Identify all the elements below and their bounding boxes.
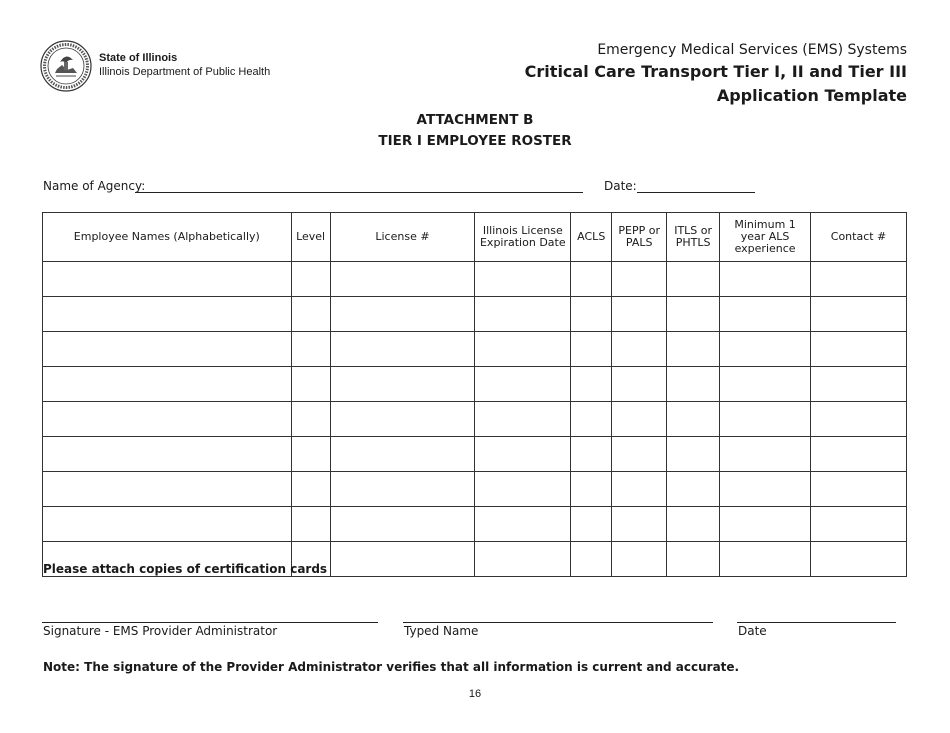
- table-cell[interactable]: [612, 332, 667, 367]
- col-itls-phtls: ITLS or PHTLS: [667, 213, 720, 262]
- signature-date-label: Date: [738, 624, 767, 638]
- table-cell[interactable]: [475, 297, 571, 332]
- table-cell[interactable]: [43, 472, 292, 507]
- table-cell[interactable]: [720, 297, 811, 332]
- date-field[interactable]: [637, 180, 755, 193]
- table-cell[interactable]: [667, 367, 720, 402]
- table-cell[interactable]: [720, 507, 811, 542]
- table-cell[interactable]: [330, 542, 475, 577]
- table-row: [43, 332, 907, 367]
- table-row: [43, 297, 907, 332]
- col-acls: ACLS: [571, 213, 612, 262]
- table-cell[interactable]: [720, 542, 811, 577]
- table-cell[interactable]: [330, 507, 475, 542]
- table-cell[interactable]: [811, 332, 907, 367]
- table-cell[interactable]: [811, 437, 907, 472]
- table-cell[interactable]: [667, 542, 720, 577]
- table-cell[interactable]: [571, 332, 612, 367]
- table-cell[interactable]: [571, 262, 612, 297]
- table-row: [43, 507, 907, 542]
- table-cell[interactable]: [43, 332, 292, 367]
- table-cell[interactable]: [475, 402, 571, 437]
- table-cell[interactable]: [291, 472, 330, 507]
- table-row: [43, 437, 907, 472]
- table-cell[interactable]: [571, 297, 612, 332]
- table-cell[interactable]: [475, 472, 571, 507]
- agency-label: Name of Agency:: [43, 179, 146, 193]
- table-cell[interactable]: [612, 507, 667, 542]
- table-cell[interactable]: [330, 262, 475, 297]
- date-label: Date:: [604, 179, 637, 193]
- table-cell[interactable]: [475, 332, 571, 367]
- agency-field[interactable]: [135, 180, 583, 193]
- table-cell[interactable]: [475, 542, 571, 577]
- table-row: [43, 402, 907, 437]
- table-cell[interactable]: [720, 367, 811, 402]
- page-number: 16: [468, 688, 482, 700]
- col-license: License #: [330, 213, 475, 262]
- table-row: [43, 367, 907, 402]
- table-row: [43, 262, 907, 297]
- table-cell[interactable]: [612, 402, 667, 437]
- table-cell[interactable]: [330, 297, 475, 332]
- table-cell[interactable]: [612, 542, 667, 577]
- table-cell[interactable]: [43, 367, 292, 402]
- table-cell[interactable]: [612, 297, 667, 332]
- table-cell[interactable]: [475, 262, 571, 297]
- table-cell[interactable]: [612, 367, 667, 402]
- table-cell[interactable]: [571, 542, 612, 577]
- department-name: Illinois Department of Public Health: [99, 66, 271, 78]
- document-title: Critical Care Transport Tier I, II and Tier III: [524, 62, 907, 81]
- table-cell[interactable]: [43, 402, 292, 437]
- attach-instructions: Please attach copies of certification cards: [43, 562, 328, 576]
- table-cell[interactable]: [43, 297, 292, 332]
- table-cell[interactable]: [291, 332, 330, 367]
- table-cell[interactable]: [612, 472, 667, 507]
- state-name: State of Illinois: [99, 52, 178, 64]
- table-cell[interactable]: [720, 437, 811, 472]
- col-pepp-pals: PEPP or PALS: [612, 213, 667, 262]
- table-cell[interactable]: [330, 437, 475, 472]
- table-cell[interactable]: [330, 402, 475, 437]
- table-cell[interactable]: [571, 437, 612, 472]
- table-cell[interactable]: [720, 262, 811, 297]
- table-cell[interactable]: [43, 507, 292, 542]
- table-cell[interactable]: [291, 507, 330, 542]
- table-cell[interactable]: [43, 262, 292, 297]
- table-cell[interactable]: [667, 332, 720, 367]
- col-license-expiration: Illinois License Expiration Date: [475, 213, 571, 262]
- table-cell[interactable]: [475, 367, 571, 402]
- signature-label: Signature - EMS Provider Administrator: [43, 624, 278, 638]
- table-cell[interactable]: [811, 402, 907, 437]
- table-cell[interactable]: [571, 367, 612, 402]
- table-cell[interactable]: [720, 402, 811, 437]
- table-cell[interactable]: [291, 402, 330, 437]
- document-title-line2: Application Template: [716, 86, 907, 105]
- table-cell[interactable]: [291, 297, 330, 332]
- table-cell[interactable]: [667, 472, 720, 507]
- col-employee-names: Employee Names (Alphabetically): [43, 213, 292, 262]
- attachment-label: ATTACHMENT B: [416, 112, 534, 128]
- table-cell[interactable]: [475, 507, 571, 542]
- table-cell[interactable]: [811, 262, 907, 297]
- table-row: [43, 472, 907, 507]
- table-header-row: [43, 213, 907, 262]
- employee-roster-table: [42, 212, 907, 577]
- table-cell[interactable]: [667, 437, 720, 472]
- col-contact: Contact #: [811, 213, 907, 262]
- table-cell[interactable]: [571, 402, 612, 437]
- col-als-experience: Minimum 1 year ALS experience: [720, 213, 811, 262]
- table-cell[interactable]: [667, 402, 720, 437]
- table-cell[interactable]: [330, 367, 475, 402]
- signature-field[interactable]: [42, 610, 378, 623]
- table-cell[interactable]: [667, 297, 720, 332]
- table-cell[interactable]: [291, 437, 330, 472]
- typed-name-label: Typed Name: [404, 624, 479, 638]
- state-seal-icon: [40, 40, 92, 92]
- roster-title: TIER I EMPLOYEE ROSTER: [378, 133, 572, 149]
- verification-note: Note: The signature of the Provider Administrator verifies that all information is current and accurate.: [43, 660, 740, 674]
- table-cell[interactable]: [612, 437, 667, 472]
- table-cell[interactable]: [720, 472, 811, 507]
- table-cell[interactable]: [811, 367, 907, 402]
- table-cell[interactable]: [811, 472, 907, 507]
- table-cell[interactable]: [571, 507, 612, 542]
- table-cell[interactable]: [291, 262, 330, 297]
- table-cell[interactable]: [571, 472, 612, 507]
- table-cell[interactable]: [720, 332, 811, 367]
- table-cell[interactable]: [811, 507, 907, 542]
- table-cell[interactable]: [330, 472, 475, 507]
- table-cell[interactable]: [811, 542, 907, 577]
- table-cell[interactable]: [811, 297, 907, 332]
- table-cell[interactable]: [612, 262, 667, 297]
- col-level: Level: [291, 213, 330, 262]
- typed-name-field[interactable]: [403, 610, 713, 623]
- program-title: Emergency Medical Services (EMS) Systems: [597, 42, 907, 58]
- table-cell[interactable]: [291, 367, 330, 402]
- table-cell[interactable]: [475, 437, 571, 472]
- table-cell[interactable]: [667, 507, 720, 542]
- table-cell[interactable]: [330, 332, 475, 367]
- signature-date-field[interactable]: [737, 610, 896, 623]
- table-cell[interactable]: [667, 262, 720, 297]
- table-cell[interactable]: [43, 437, 292, 472]
